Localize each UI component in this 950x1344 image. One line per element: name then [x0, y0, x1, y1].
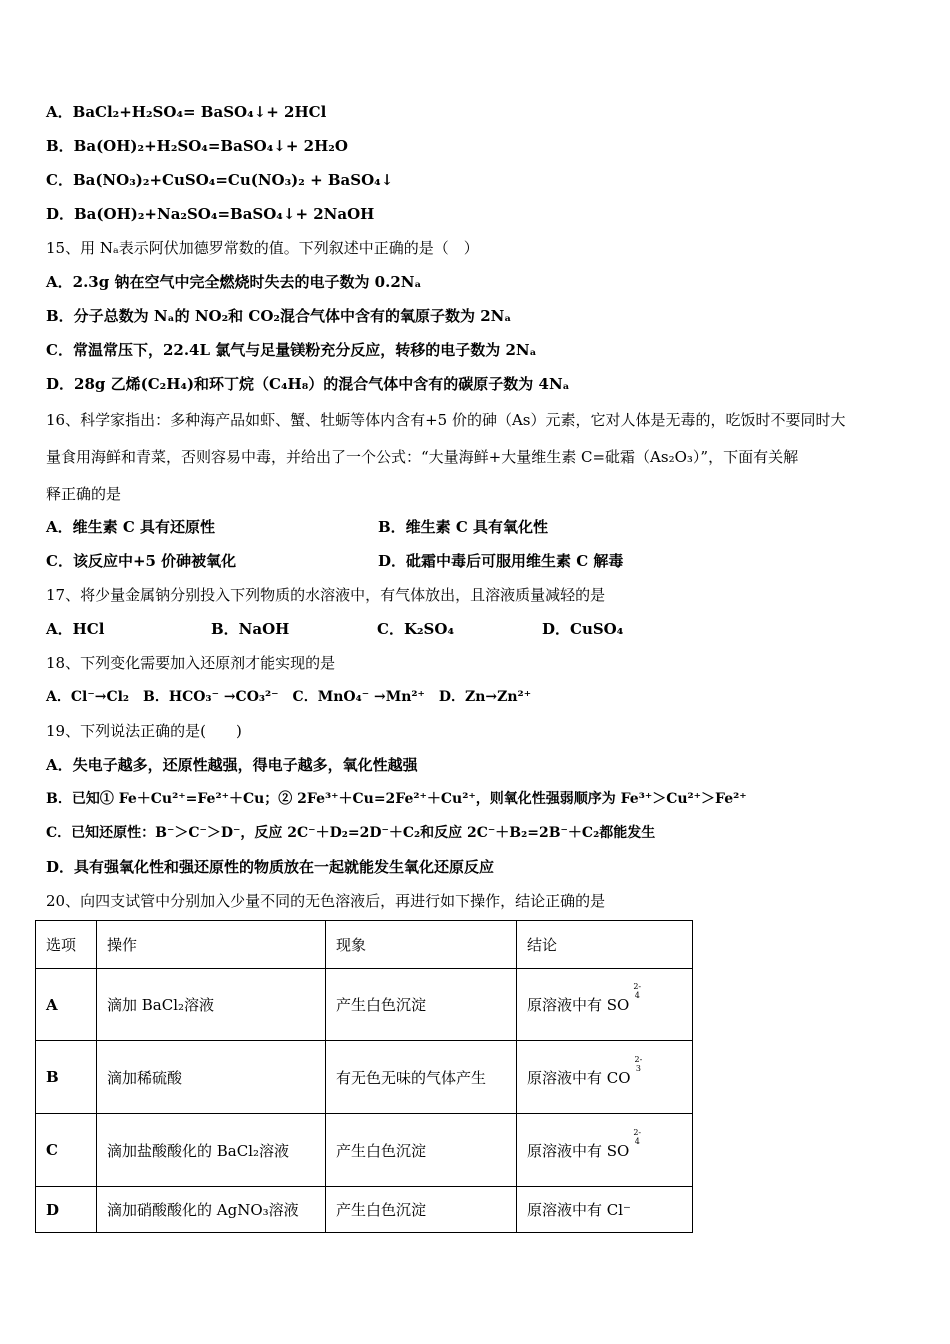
row-operation: 滴加稀硫酸 [97, 1041, 326, 1114]
q15-option-a: A．2.3g 钠在空气中完全燃烧时失去的电子数为 0.2Nₐ [46, 273, 422, 291]
q14-option-c: C．Ba(NO₃)₂+CuSO₄=Cu(NO₃)₂ + BaSO₄↓ [46, 171, 394, 189]
header-option: 选项 [36, 921, 97, 969]
q17-stem: 17、将少量金属钠分别投入下列物质的水溶液中，有气体放出，且溶液质量减轻的是 [46, 586, 606, 604]
row-phenomenon: 产生白色沉淀 [326, 1114, 517, 1187]
q16-stem-line1: 16、科学家指出：多种海产品如虾、蟹、牡蛎等体内含有+5 价的砷（As）元素，它对人体是无毒的，吃饭时不要同时大 [46, 411, 846, 429]
table-row [36, 1187, 693, 1233]
row-conclusion: 原溶液中有 Cl⁻ [517, 1187, 693, 1233]
q16-option-c: C．该反应中+5 价砷被氧化 [46, 552, 237, 570]
q14-option-d: D．Ba(OH)₂+Na₂SO₄=BaSO₄↓+ 2NaOH [46, 205, 375, 223]
q19-option-a: A．失电子越多，还原性越强，得电子越多，氧化性越强 [46, 756, 418, 774]
q20-stem: 20、向四支试管中分别加入少量不同的无色溶液后，再进行如下操作，结论正确的是 [46, 892, 606, 910]
q19-option-c: C．已知还原性：B⁻＞C⁻＞D⁻，反应 2C⁻＋D₂=2D⁻＋C₂和反应 2C⁻＋B₂=2B⁻＋C₂都能发生 [46, 825, 656, 841]
row-conclusion [517, 1041, 693, 1114]
row-operation: 滴加 BaCl₂溶液 [97, 969, 326, 1041]
row-option: B [36, 1041, 97, 1114]
ion-subscript: 4 [634, 991, 640, 1000]
ion-superscript: 2- [633, 982, 642, 991]
q15-stem: 15、用 Nₐ表示阿伏加德罗常数的值。下列叙述中正确的是（ ） [46, 239, 479, 257]
ion-subscript: 4 [634, 1136, 640, 1146]
q19-option-d: D．具有强氧化性和强还原性的物质放在一起就能发生氧化还原反应 [46, 858, 495, 876]
ion-superscript: 2- [633, 1127, 642, 1137]
q18-options: A．Cl⁻→Cl₂ B．HCO₃⁻ →CO₃²⁻ C．MnO₄⁻ →Mn²⁺ D．Zn→Zn²⁺ [46, 689, 532, 705]
q17-option-d: D．CuSO₄ [542, 620, 624, 638]
conclusion-text: 原溶液中有 CO [527, 1068, 631, 1087]
q16-option-b: B．维生素 C 具有氧化性 [378, 518, 549, 536]
ion-subscript: 3 [635, 1063, 641, 1073]
conclusion-text: 原溶液中有 SO [527, 1141, 630, 1160]
q16-option-d: D．砒霜中毒后可服用维生素 C 解毒 [378, 552, 624, 570]
header-phenomenon: 现象 [326, 921, 517, 969]
row-phenomenon: 有无色无味的气体产生 [326, 1041, 517, 1114]
row-phenomenon: 产生白色沉淀 [326, 969, 517, 1041]
q17-option-a: A．HCl [46, 620, 105, 638]
q15-option-d: D．28g 乙烯(C₂H₄)和环丁烷（C₄H₈）的混合气体中含有的碳原子数为 4Nₐ [46, 375, 570, 393]
q15-option-c: C．常温常压下，22.4L 氯气与足量镁粉充分反应，转移的电子数为 2Nₐ [46, 341, 537, 359]
row-operation: 滴加硝酸酸化的 AgNO₃溶液 [97, 1187, 326, 1233]
q17-option-c: C．K₂SO₄ [377, 620, 455, 638]
conclusion-text: 原溶液中有 SO [527, 996, 630, 1014]
q17-option-b: B．NaOH [211, 620, 290, 638]
row-conclusion [517, 969, 693, 1041]
header-conclusion: 结论 [517, 921, 693, 969]
q20-table [35, 920, 693, 1233]
row-option: A [36, 969, 97, 1041]
q16-option-a: A．维生素 C 具有还原性 [46, 518, 216, 536]
q16-stem-line3: 释正确的是 [46, 485, 122, 503]
table-row [36, 1041, 693, 1114]
q14-option-b: B．Ba(OH)₂+H₂SO₄=BaSO₄↓+ 2H₂O [46, 137, 348, 155]
q15-option-b: B．分子总数为 Nₐ的 NO₂和 CO₂混合气体中含有的氧原子数为 2Nₐ [46, 307, 512, 325]
row-phenomenon: 产生白色沉淀 [326, 1187, 517, 1233]
header-operation: 操作 [97, 921, 326, 969]
q19-stem: 19、下列说法正确的是( ) [46, 722, 242, 740]
table-row [36, 969, 693, 1041]
q14-option-a: A．BaCl₂+H₂SO₄= BaSO₄↓+ 2HCl [46, 103, 327, 121]
table-header-row [36, 921, 693, 969]
ion-superscript: 2- [634, 1054, 643, 1064]
q16-stem-line2: 量食用海鲜和青菜，否则容易中毒，并给出了一个公式：“大量海鲜+大量维生素 C=砒霜（As₂O₃）”，下面有关解 [46, 448, 799, 466]
row-conclusion [517, 1114, 693, 1187]
q19-option-b: B．已知① Fe＋Cu²⁺=Fe²⁺＋Cu；② 2Fe³⁺＋Cu=2Fe²⁺＋Cu²⁺，则氧化性强弱顺序为 Fe³⁺＞Cu²⁺＞Fe²⁺ [46, 791, 747, 807]
row-option: D [36, 1187, 97, 1233]
q18-stem: 18、下列变化需要加入还原剂才能实现的是 [46, 654, 336, 672]
table-row [36, 1114, 693, 1187]
row-operation: 滴加盐酸酸化的 BaCl₂溶液 [97, 1114, 326, 1187]
row-option: C [36, 1114, 97, 1187]
